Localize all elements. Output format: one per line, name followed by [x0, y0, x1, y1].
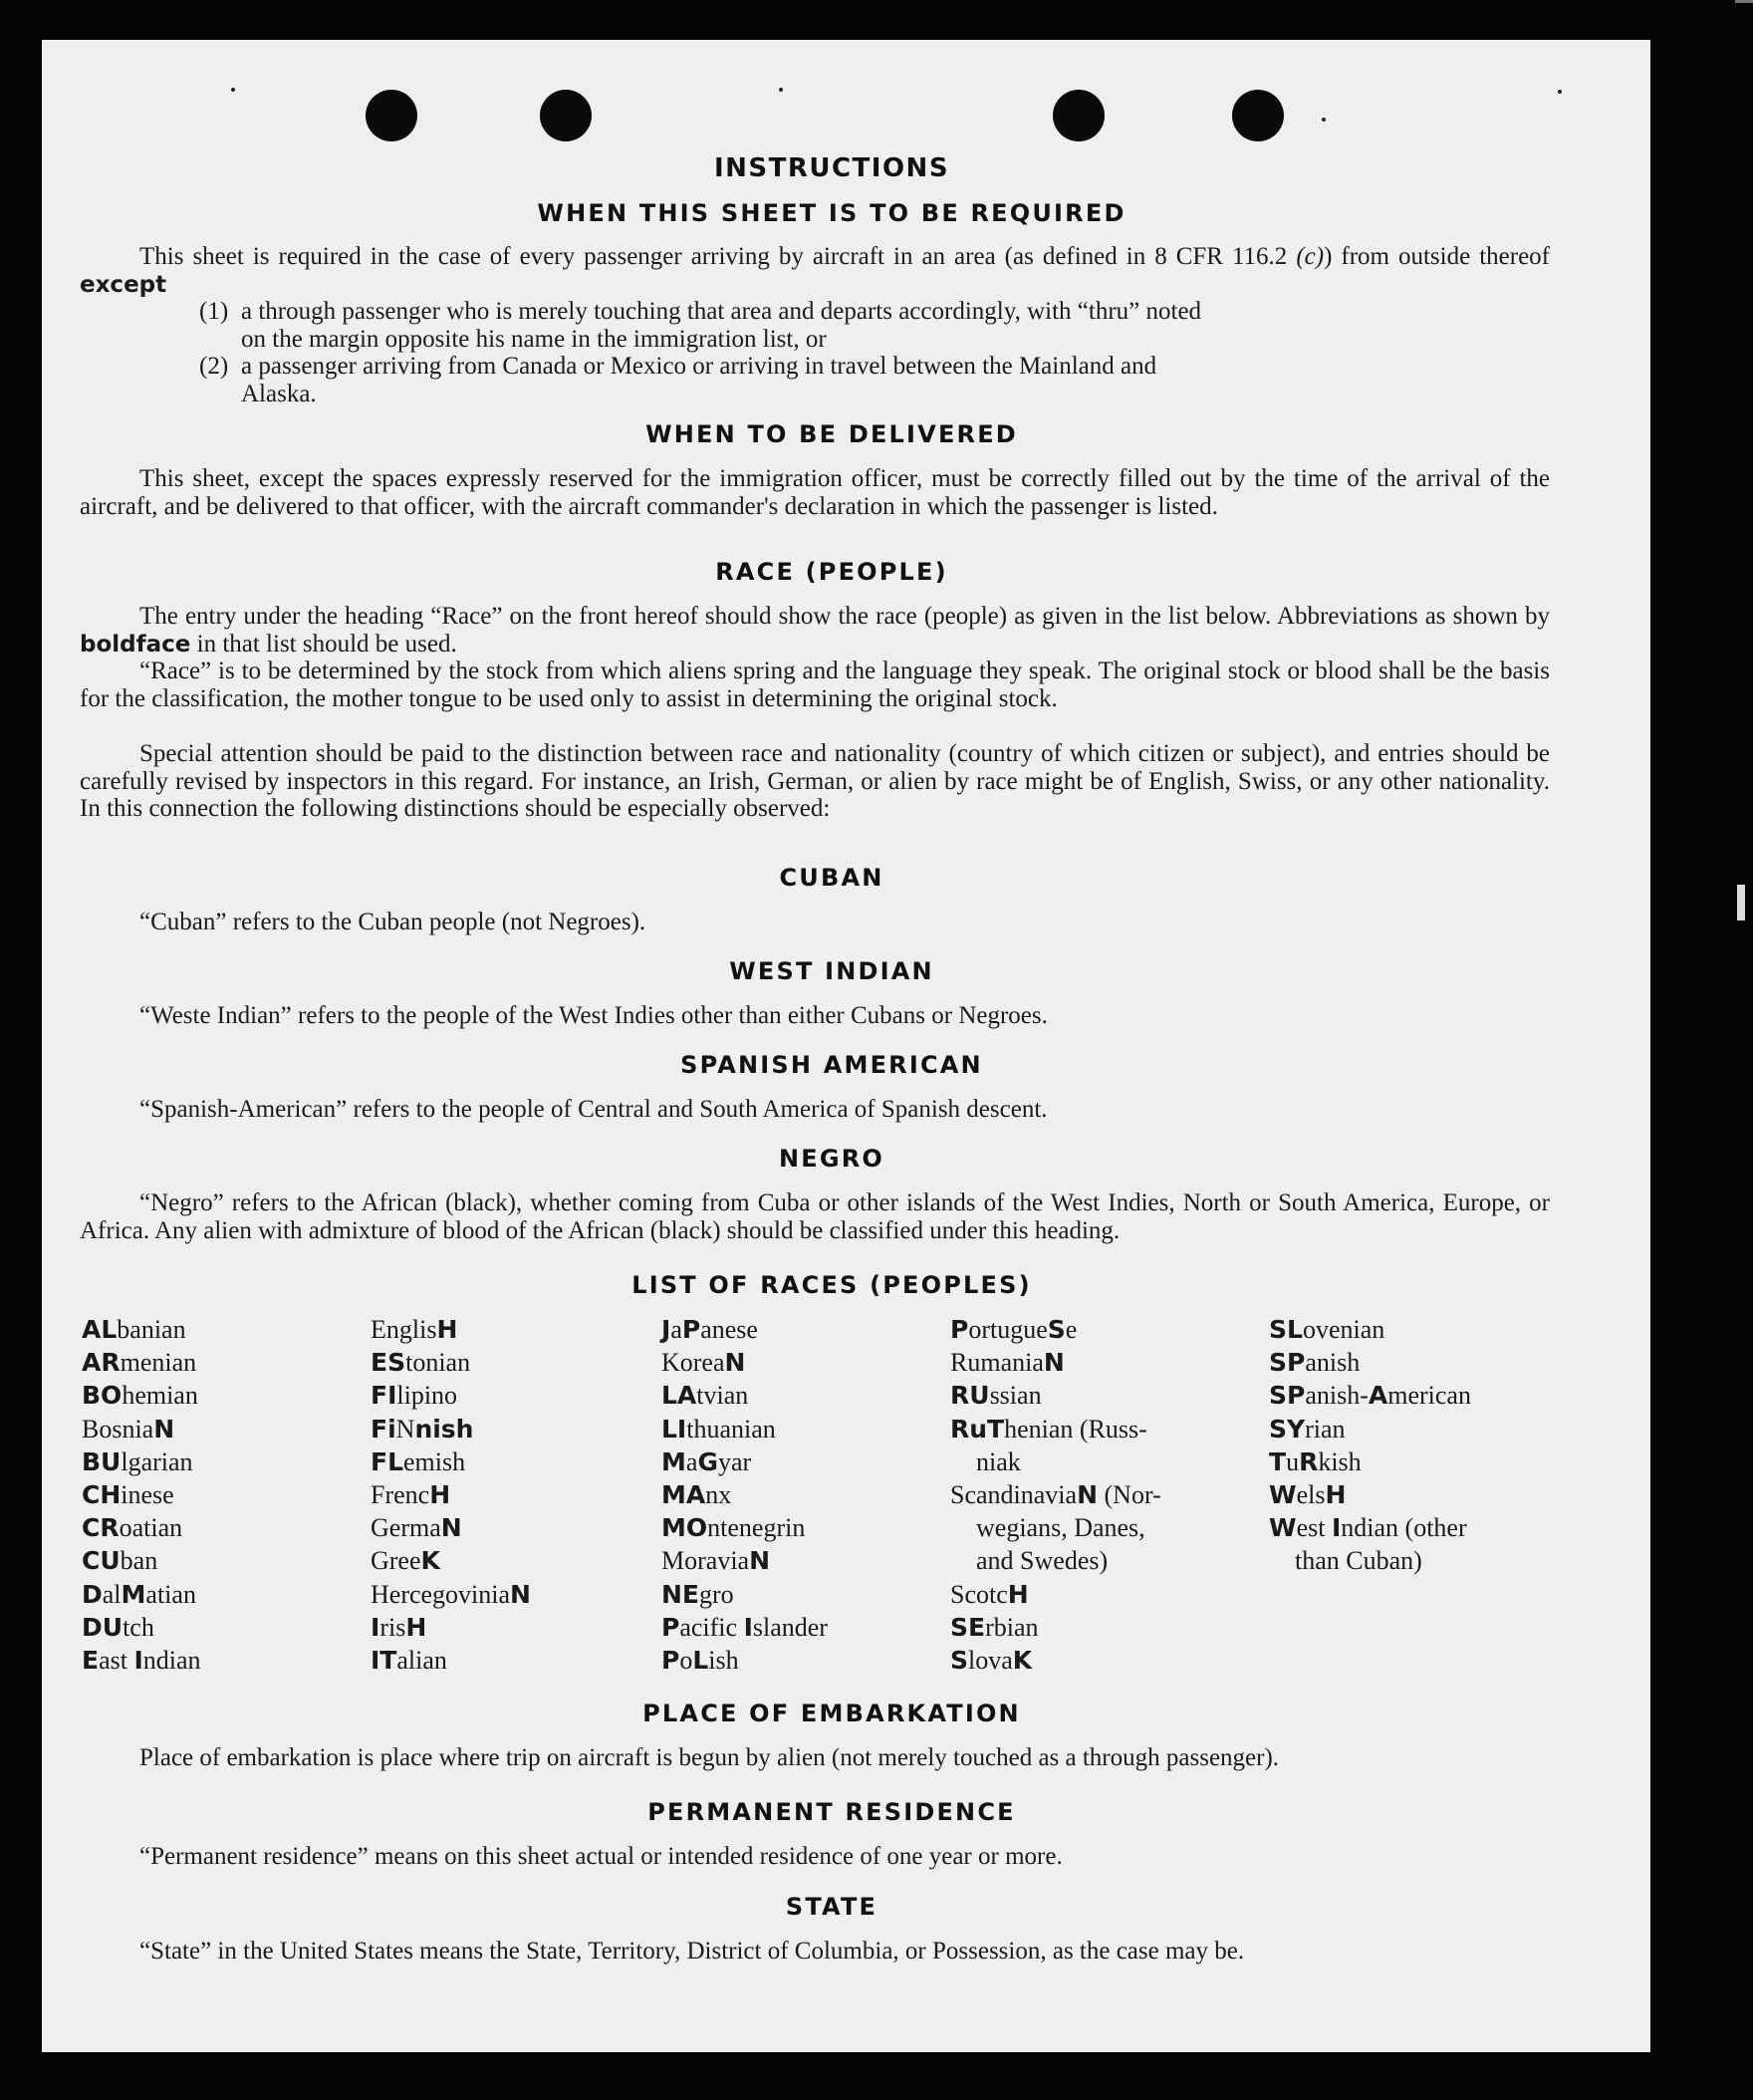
race-entry	[950, 1578, 1249, 1611]
required-text-before: This sheet is required in the case of every passenger arriving by aircraft in an area (as defined in 8 CFR 116.2	[139, 243, 1297, 270]
race-abbrev: N	[153, 1414, 175, 1444]
race-text: gro	[699, 1579, 734, 1609]
race-abbrev: BO	[82, 1381, 123, 1411]
item-number: (2)	[199, 353, 229, 380]
embarkation-paragraph	[80, 1744, 1550, 1772]
race-entry	[82, 1346, 380, 1379]
race-abbrev: D	[82, 1579, 103, 1609]
race-text: thuanian	[686, 1414, 776, 1444]
race-entry	[661, 1511, 960, 1544]
race-entry	[371, 1313, 669, 1346]
west-indian-text: “Weste Indian” refers to the people of the West Indies other than either Cubans or Negroes.	[139, 1002, 1048, 1029]
race-entry	[950, 1413, 1249, 1478]
race-entry	[371, 1644, 669, 1677]
race-abbrev: FL	[371, 1446, 404, 1476]
race-text: rian	[1305, 1414, 1346, 1444]
item-text: Alaska.	[241, 380, 317, 407]
race-text: (Nor-	[1098, 1480, 1161, 1510]
race-column-4	[950, 1313, 1249, 1677]
race-entry	[950, 1313, 1249, 1346]
delivered-text: This sheet, except the spaces expressly reserved for the immigration officer, must be correctly filled out by the time of the arrival of the aircraft, and be delivered to that officer, with the aircraft commander's declaration in which the passenger is listed.	[80, 465, 1550, 520]
race-column-5	[1269, 1313, 1568, 1578]
race-text: slander	[752, 1612, 828, 1642]
race-entry	[950, 1346, 1249, 1379]
race-entry	[82, 1445, 380, 1478]
required-item-2	[199, 353, 1550, 407]
race-abbrev: W	[1269, 1513, 1297, 1543]
section-heading-race: RACE (PEOPLE)	[715, 558, 948, 586]
race-text: inese	[121, 1480, 174, 1510]
race-abbrev: SY	[1269, 1414, 1306, 1444]
item-number: (1)	[199, 298, 229, 325]
race-text: ssian	[989, 1381, 1042, 1411]
race-text: and Swedes)	[976, 1546, 1109, 1576]
race-abbrev: LI	[661, 1414, 687, 1444]
race-abbrev: SL	[1269, 1315, 1303, 1344]
race-entry	[371, 1611, 669, 1644]
race-text: Germa	[371, 1513, 441, 1543]
race-entry	[1269, 1313, 1568, 1346]
race-abbrev: LA	[661, 1381, 697, 1411]
race-text: rbian	[985, 1612, 1039, 1642]
race-entry	[371, 1346, 669, 1379]
race-abbrev: AL	[82, 1315, 118, 1344]
race-p3: Special attention should be paid to the distinction between race and nationality (country of which citizen or subject), and entries should be carefully revised by inspectors in this regard. For instance, an Irish, German, or alien by race might be of English, Swiss, or any other nationality. In this connection the following distinctions should be especially observed:	[80, 740, 1550, 822]
race-abbrev: RU	[950, 1381, 990, 1411]
race-abbrev: S	[1047, 1315, 1066, 1344]
race-abbrev: G	[697, 1446, 718, 1476]
race-text: Korea	[661, 1348, 725, 1378]
spanish-american-paragraph	[80, 1096, 1550, 1124]
section-heading-residence: PERMANENT RESIDENCE	[647, 1798, 1016, 1826]
race-abbrev: DU	[82, 1612, 124, 1642]
race-abbrev: N	[510, 1579, 531, 1609]
race-abbrev: N	[1077, 1480, 1099, 1510]
race-abbrev: Fi	[371, 1414, 396, 1444]
section-heading-state: STATE	[785, 1893, 878, 1921]
race-entry	[82, 1313, 380, 1346]
race-entry	[661, 1445, 960, 1478]
race-paragraph-1	[80, 603, 1550, 658]
race-p1-before: The entry under the heading “Race” on the front hereof should show the race (people) as given in the list below. Abbreviations as shown by	[139, 603, 1550, 630]
race-abbrev: P	[950, 1315, 969, 1344]
race-entry	[1269, 1511, 1568, 1577]
speck	[779, 88, 783, 92]
race-text: merican	[1387, 1381, 1471, 1411]
race-abbrev: N	[440, 1513, 462, 1543]
race-entry	[1269, 1346, 1568, 1379]
race-text: Englis	[371, 1315, 437, 1344]
state-text: “State” in the United States means the State, Territory, District of Columbia, or Possession, as the case may be.	[139, 1938, 1245, 1965]
race-text: tch	[123, 1612, 154, 1642]
race-abbrev: W	[1269, 1480, 1297, 1510]
race-text: ris	[379, 1612, 406, 1642]
spanish-american-text: “Spanish-American” refers to the people of Central and South America of Spanish descent.	[139, 1096, 1048, 1123]
race-entry	[661, 1578, 960, 1611]
race-text: Gree	[371, 1546, 421, 1576]
race-text: Moravia	[661, 1546, 750, 1576]
item-text: on the margin opposite his name in the immigration list, or	[241, 325, 827, 353]
race-text: yar	[717, 1446, 752, 1476]
race-text: Frenc	[371, 1480, 430, 1510]
race-abbrev: I	[743, 1612, 753, 1642]
race-text: than Cuban)	[1295, 1546, 1422, 1576]
race-abbrev: I	[133, 1646, 143, 1676]
race-abbrev: P	[661, 1612, 680, 1642]
race-text: u	[1286, 1446, 1300, 1476]
race-paragraph-3	[80, 740, 1550, 823]
required-text-after: ) from outside thereof	[1324, 243, 1550, 270]
race-entry	[82, 1578, 380, 1611]
race-abbrev: H	[436, 1315, 458, 1344]
race-entry	[371, 1544, 669, 1577]
punch-hole-2	[540, 90, 592, 141]
race-abbrev: SE	[950, 1612, 986, 1642]
race-text: els	[1296, 1480, 1326, 1510]
race-abbrev: N	[724, 1348, 746, 1378]
punch-hole-1	[366, 90, 417, 141]
race-abbrev: N	[749, 1546, 771, 1576]
item-text: a through passenger who is merely touching that area and departs accordingly, with “thru” noted	[241, 298, 1202, 325]
speck	[1322, 118, 1326, 122]
race-text: oatian	[119, 1513, 183, 1543]
scan-edge-mark	[1735, 0, 1753, 3]
race-entry	[661, 1644, 960, 1677]
race-entry	[82, 1611, 380, 1644]
race-entry	[371, 1445, 669, 1478]
race-entry	[371, 1511, 669, 1544]
race-entry	[82, 1644, 380, 1677]
race-text: al	[102, 1579, 122, 1609]
race-abbrev: M	[661, 1446, 686, 1476]
race-entry	[950, 1379, 1249, 1412]
race-text: henian (Russ-	[1004, 1414, 1147, 1444]
race-text: N	[395, 1414, 415, 1444]
required-paragraph	[80, 243, 1550, 299]
race-entry	[371, 1478, 669, 1511]
race-text: acific	[679, 1612, 744, 1642]
page-title: INSTRUCTIONS	[713, 153, 950, 183]
race-entry	[1269, 1413, 1568, 1445]
race-text: niak	[976, 1446, 1021, 1476]
section-heading-embarkation: PLACE OF EMBARKATION	[642, 1700, 1021, 1727]
race-abbrev: ES	[371, 1348, 406, 1378]
race-text: Bosnia	[82, 1414, 154, 1444]
race-entry	[661, 1346, 960, 1379]
section-heading-cuban: CUBAN	[779, 864, 884, 892]
race-text: Rumania	[950, 1348, 1044, 1378]
embarkation-text: Place of embarkation is place where trip on aircraft is begun by alien (not merely touched as a through passenger).	[139, 1744, 1280, 1771]
punch-hole-4	[1232, 90, 1284, 141]
race-entry	[1269, 1478, 1568, 1511]
race-abbrev: MA	[661, 1480, 706, 1510]
race-entry	[82, 1478, 380, 1511]
race-abbrev: SP	[1269, 1381, 1306, 1411]
race-abbrev: MO	[661, 1513, 708, 1543]
race-text: a	[685, 1446, 698, 1476]
race-entry	[82, 1544, 380, 1577]
section-heading-required: WHEN THIS SHEET IS TO BE REQUIRED	[537, 199, 1127, 227]
race-text: ban	[120, 1546, 158, 1576]
race-abbrev: FI	[371, 1381, 397, 1411]
race-abbrev: L	[692, 1646, 709, 1676]
speck	[231, 88, 235, 92]
residence-paragraph	[80, 1843, 1550, 1871]
cuban-paragraph	[80, 909, 1550, 936]
race-abbrev: I	[1331, 1513, 1342, 1543]
race-entry	[661, 1478, 960, 1511]
race-paragraph-2	[80, 657, 1550, 712]
race-entry	[1269, 1445, 1568, 1478]
race-text: ortugue	[968, 1315, 1048, 1344]
race-abbrev: IT	[371, 1646, 397, 1676]
race-text: alian	[396, 1646, 447, 1676]
race-abbrev: P	[661, 1646, 680, 1676]
race-text: hemian	[122, 1381, 198, 1411]
race-entry	[661, 1611, 960, 1644]
race-text: est	[1296, 1513, 1332, 1543]
race-entry	[371, 1379, 669, 1412]
speck	[1558, 90, 1562, 94]
race-text: e	[1065, 1315, 1078, 1344]
race-text: menian	[120, 1348, 197, 1378]
race-text: Scotc	[950, 1579, 1008, 1609]
required-text-italic: (c)	[1296, 243, 1325, 270]
race-p1-keyword: boldface	[80, 631, 191, 657]
race-text: ntenegrin	[707, 1513, 806, 1543]
race-text: emish	[403, 1446, 466, 1476]
required-item-1	[199, 298, 1550, 353]
race-text: atian	[145, 1579, 196, 1609]
race-entry	[82, 1379, 380, 1412]
race-abbrev: CH	[82, 1480, 122, 1510]
residence-text: “Permanent residence” means on this sheet actual or intended residence of one year or more.	[139, 1843, 1063, 1870]
race-column-2	[371, 1313, 669, 1677]
section-heading-negro: NEGRO	[778, 1145, 885, 1173]
race-entry	[371, 1413, 669, 1445]
race-column-3	[661, 1313, 960, 1677]
state-paragraph	[80, 1938, 1550, 1966]
west-indian-paragraph	[80, 1002, 1550, 1030]
race-p2: “Race” is to be determined by the stock from which aliens spring and the language they speak. The original stock or blood shall be the basis for the classification, the mother tongue to be used only to assist in determining the original stock.	[80, 657, 1550, 712]
race-text: wegians, Danes,	[976, 1513, 1145, 1543]
race-abbrev: CR	[82, 1513, 120, 1543]
list-of-races-heading: LIST OF RACES (PEOPLES)	[631, 1271, 1032, 1299]
race-entry	[82, 1511, 380, 1544]
race-entry	[661, 1379, 960, 1412]
race-abbrev: H	[1007, 1579, 1029, 1609]
race-text: ish	[708, 1646, 739, 1676]
race-entry	[661, 1313, 960, 1346]
race-abbrev: T	[1269, 1446, 1287, 1476]
race-text: anish	[1305, 1348, 1361, 1378]
race-abbrev: SP	[1269, 1348, 1306, 1378]
race-text: banian	[117, 1315, 186, 1344]
negro-text: “Negro” refers to the African (black), whether coming from Cuba or other islands of the West Indies, North or South America, Europe, or Africa. Any alien with admixture of blood of the African (black) should be classified under this heading.	[80, 1189, 1550, 1244]
race-abbrev: E	[82, 1646, 100, 1676]
race-abbrev: N	[1043, 1348, 1065, 1378]
race-abbrev: H	[405, 1612, 427, 1642]
scan-edge-mark	[1737, 885, 1745, 920]
race-text: ast	[99, 1646, 134, 1676]
race-entry	[661, 1413, 960, 1445]
race-abbrev: H	[1325, 1480, 1347, 1510]
race-abbrev: NE	[661, 1579, 700, 1609]
race-entry	[950, 1611, 1249, 1644]
race-text: lipino	[396, 1381, 458, 1411]
race-column-1	[82, 1313, 380, 1677]
race-text: lgarian	[121, 1446, 193, 1476]
race-text: ndian (other	[1341, 1513, 1467, 1543]
race-abbrev: K	[1012, 1646, 1033, 1676]
race-text: o	[679, 1646, 693, 1676]
race-entry	[82, 1413, 380, 1445]
race-abbrev: AR	[82, 1348, 121, 1378]
race-text: ndian	[142, 1646, 201, 1676]
negro-paragraph	[80, 1189, 1550, 1244]
required-keyword: except	[80, 271, 167, 298]
race-text: Scandinavia	[950, 1480, 1078, 1510]
race-text: anish-	[1305, 1381, 1369, 1411]
race-abbrev: H	[429, 1480, 451, 1510]
race-text: a	[670, 1315, 682, 1344]
race-p1-after: in that list should be used.	[190, 630, 457, 657]
section-heading-west-indian: WEST INDIAN	[729, 957, 934, 985]
race-text: ovenian	[1302, 1315, 1385, 1344]
race-entry	[1269, 1379, 1568, 1412]
delivered-paragraph	[80, 465, 1550, 520]
section-heading-delivered: WHEN TO BE DELIVERED	[645, 420, 1018, 448]
race-abbrev: M	[121, 1579, 146, 1609]
race-abbrev: CU	[82, 1546, 121, 1576]
race-entry	[661, 1544, 960, 1577]
punch-hole-3	[1053, 90, 1105, 141]
race-abbrev: J	[661, 1315, 671, 1344]
section-heading-spanish-american: SPANISH AMERICAN	[680, 1051, 983, 1079]
instruction-sheet	[42, 40, 1650, 2052]
race-abbrev: S	[950, 1646, 969, 1676]
race-text: tonian	[405, 1348, 471, 1378]
race-abbrev: nish	[414, 1414, 474, 1444]
race-abbrev: BU	[82, 1446, 122, 1476]
race-text: kish	[1318, 1446, 1362, 1476]
race-abbrev: A	[1368, 1381, 1388, 1411]
race-abbrev: I	[371, 1612, 380, 1642]
race-entry	[371, 1578, 669, 1611]
race-entry	[950, 1478, 1249, 1578]
race-entry	[950, 1644, 1249, 1677]
race-text: lova	[968, 1646, 1013, 1676]
race-text: Hercegovinia	[371, 1579, 511, 1609]
cuban-text: “Cuban” refers to the Cuban people (not Negroes).	[139, 909, 646, 935]
race-abbrev: P	[681, 1315, 701, 1344]
race-text: anese	[700, 1315, 758, 1344]
race-abbrev: RuT	[950, 1414, 1005, 1444]
race-abbrev: K	[420, 1546, 440, 1576]
race-text: tvian	[696, 1381, 749, 1411]
item-text: a passenger arriving from Canada or Mexico or arriving in travel between the Mainland and	[241, 353, 1157, 380]
race-abbrev: R	[1299, 1446, 1319, 1476]
race-text: nx	[705, 1480, 732, 1510]
